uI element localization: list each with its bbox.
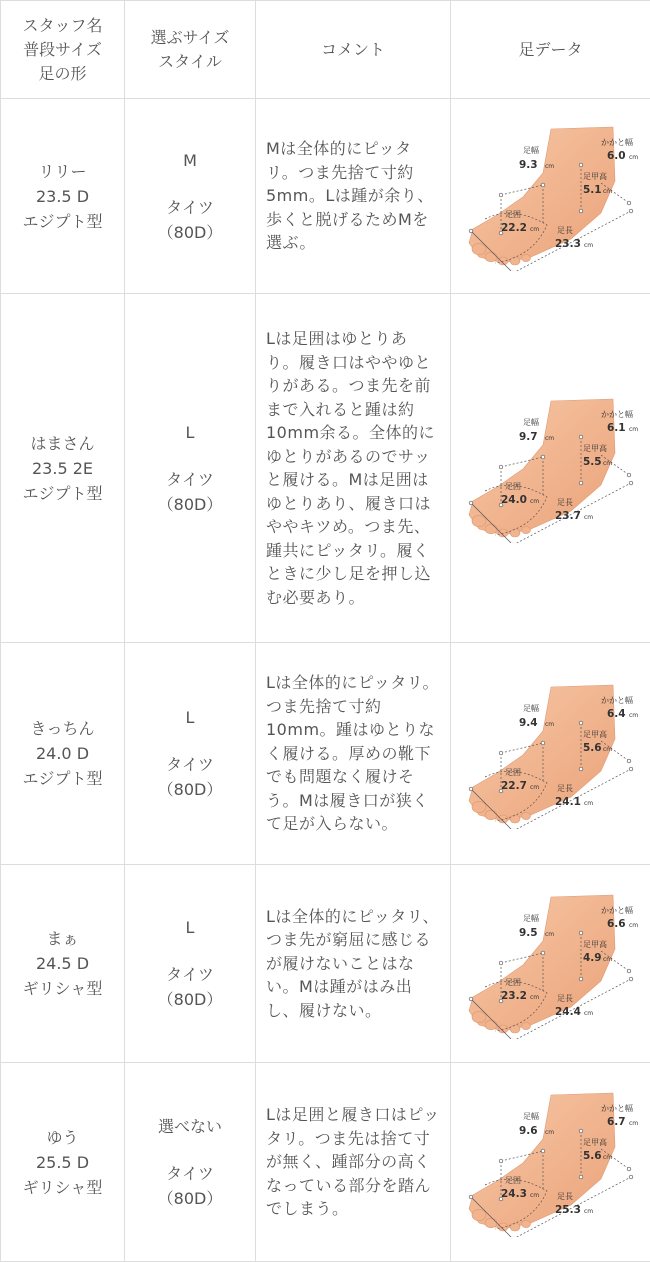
- instep-height-unit: cm: [603, 1154, 613, 1161]
- measure-point: [541, 741, 545, 745]
- length-label: 足長: [557, 993, 573, 1003]
- foot-width-label: 足幅: [523, 1112, 539, 1121]
- size-cell: [125, 99, 256, 294]
- heel-width-unit: cm: [629, 711, 639, 719]
- table-row: [1, 865, 650, 1063]
- table-row: [1, 643, 650, 865]
- toe: [510, 1025, 520, 1033]
- foot-width-label: 足幅: [523, 703, 539, 713]
- chosen-size: 選べない: [157, 1116, 222, 1136]
- header-staff-text: スタッフ名 普段サイズ 足の形: [22, 15, 103, 83]
- chosen-size: L: [185, 708, 195, 727]
- measure-point: [541, 1149, 545, 1153]
- style-label: タイツ: [166, 1163, 214, 1183]
- girth-label: 足囲: [505, 1176, 521, 1185]
- girth-unit: cm: [530, 226, 540, 233]
- usual-size: 23.5 D: [35, 186, 90, 206]
- foot-width-unit: cm: [545, 1129, 555, 1136]
- toe: [510, 815, 520, 823]
- foot-shape: エジプト型: [22, 211, 103, 231]
- toe: [485, 1020, 497, 1030]
- toe: [472, 801, 486, 812]
- girth-value: 22.2: [501, 222, 527, 234]
- heel-width-unit: cm: [629, 921, 639, 929]
- measure-point: [627, 473, 631, 477]
- foot-diagram: [451, 1087, 649, 1237]
- foot-diagram: [451, 393, 649, 543]
- toe: [510, 1223, 520, 1231]
- foot-shape: ギリシャ型: [22, 979, 103, 998]
- comment-cell: Lは全体的にピッタリ。つま先捨て寸約10mm。踵はゆとりなく履ける。厚めの靴下でも問題なく履けそう。Mは履き口が狭くて足が入らない。: [256, 643, 451, 865]
- toe: [522, 1022, 531, 1029]
- instep-height-unit: cm: [603, 955, 613, 963]
- size-cell: [125, 643, 256, 865]
- measure-point: [579, 721, 583, 725]
- comment-cell: Lは足囲と履き口はピッタリ。つま先は捨て寸が無く、踵部分の高くなっている部分を踏んでしまう。: [256, 1063, 451, 1262]
- size-cell: [125, 1063, 256, 1262]
- instep-height-unit: cm: [603, 745, 613, 753]
- measure-point: [499, 1159, 503, 1163]
- measure-point: [579, 1175, 583, 1179]
- style-label: タイツ: [166, 965, 214, 984]
- length-label: 足長: [557, 498, 573, 507]
- staff-name: はまさん: [30, 433, 95, 453]
- measure-point: [629, 767, 633, 771]
- length-value: 23.7: [555, 510, 581, 522]
- usual-size: 23.5 2E: [32, 458, 93, 478]
- girth-label: 足囲: [505, 977, 521, 987]
- foot-shape: エジプト型: [22, 769, 103, 788]
- measure-point: [629, 1175, 633, 1179]
- heel-width-label: かかと幅: [601, 1104, 633, 1113]
- instep-height-value: 5.6: [583, 1150, 602, 1162]
- measure-point: [579, 767, 583, 771]
- denier-label: （80D）: [157, 990, 223, 1009]
- chosen-size: L: [185, 422, 195, 442]
- foot-width-unit: cm: [545, 435, 555, 442]
- girth-unit: cm: [530, 783, 540, 791]
- toe: [522, 812, 531, 819]
- toe: [498, 257, 508, 265]
- measure-point: [627, 201, 631, 205]
- foot-width-label: 足幅: [523, 418, 539, 427]
- toe: [498, 1223, 508, 1231]
- foot-data-cell: [451, 865, 650, 1063]
- length-label: 足長: [557, 1192, 573, 1201]
- measure-point: [469, 787, 473, 791]
- toe: [485, 524, 497, 534]
- heel-width-value: 6.4: [607, 707, 626, 720]
- toe: [522, 526, 531, 533]
- foot-width-unit: cm: [545, 720, 555, 728]
- style-label: タイツ: [166, 197, 214, 217]
- measure-point: [469, 501, 473, 505]
- heel-width-value: 6.0: [607, 150, 626, 162]
- staff-name: リリー: [38, 161, 87, 181]
- heel-width-unit: cm: [629, 154, 639, 161]
- measure-point: [579, 209, 583, 213]
- girth-unit: cm: [530, 993, 540, 1001]
- measure-point: [499, 465, 503, 469]
- girth-value: 23.2: [501, 989, 527, 1002]
- foot-width-value: 9.6: [519, 1125, 538, 1137]
- toe: [485, 810, 497, 820]
- foot-width-label: 足幅: [523, 913, 539, 923]
- length-unit: cm: [584, 1009, 594, 1017]
- chosen-size: L: [185, 918, 195, 937]
- toe: [498, 815, 508, 823]
- heel-width-value: 6.7: [607, 1116, 626, 1128]
- toe: [510, 257, 520, 265]
- toe: [472, 1209, 486, 1220]
- foot-width-label: 足幅: [523, 146, 539, 155]
- foot-data-cell: [451, 643, 650, 865]
- instep-height-label: 足甲高: [583, 729, 607, 739]
- foot-width-value: 9.5: [519, 926, 538, 939]
- measure-point: [541, 183, 545, 187]
- girth-value: 24.0: [501, 494, 527, 506]
- measure-point: [469, 1195, 473, 1199]
- instep-height-unit: cm: [603, 460, 613, 467]
- foot-diagram: [451, 121, 649, 271]
- denier-label: （80D）: [157, 494, 223, 514]
- heel-width-unit: cm: [629, 426, 639, 433]
- length-unit: cm: [584, 799, 594, 807]
- foot-width-unit: cm: [545, 930, 555, 938]
- staff-cell: [1, 643, 125, 865]
- chosen-size: M: [183, 150, 197, 170]
- heel-width-label: かかと幅: [601, 695, 633, 705]
- instep-height-label: 足甲高: [583, 444, 607, 453]
- foot-width-value: 9.3: [519, 159, 538, 171]
- toe: [510, 529, 520, 537]
- girth-unit: cm: [530, 498, 540, 505]
- denier-label: （80D）: [157, 1188, 223, 1208]
- staff-name: まぁ: [46, 929, 79, 948]
- staff-name: ゆう: [46, 1127, 79, 1147]
- style-label: タイツ: [166, 755, 214, 774]
- length-label: 足長: [557, 226, 573, 235]
- staff-name: きっちん: [30, 719, 95, 738]
- length-value: 25.3: [555, 1204, 581, 1216]
- usual-size: 25.5 D: [35, 1152, 90, 1172]
- measure-point: [499, 193, 503, 197]
- instep-height-value: 5.1: [583, 184, 602, 196]
- usual-size: 24.5 D: [35, 954, 90, 973]
- instep-height-value: 4.9: [583, 951, 602, 964]
- header-size: [125, 1, 256, 99]
- length-value: 24.1: [555, 795, 581, 808]
- foot-diagram: [451, 889, 649, 1039]
- measure-point: [579, 1129, 583, 1133]
- toe: [498, 529, 508, 537]
- measure-point: [499, 751, 503, 755]
- header-foot: 足データ: [451, 1, 650, 99]
- toe: [522, 254, 531, 261]
- staff-cell: [1, 1063, 125, 1262]
- style-label: タイツ: [166, 469, 214, 489]
- usual-size: 24.0 D: [35, 744, 90, 763]
- measure-point: [469, 229, 473, 233]
- table-row: [1, 99, 650, 294]
- header-size-text: 選ぶサイズ スタイル: [150, 27, 230, 71]
- size-cell: [125, 294, 256, 643]
- girth-value: 24.3: [501, 1188, 527, 1200]
- measure-point: [629, 209, 633, 213]
- measure-point: [627, 1167, 631, 1171]
- girth-unit: cm: [530, 1192, 540, 1199]
- comment-cell: Mは全体的にピッタリ。つま先捨て寸約5mm。Lは踵が余り、歩くと脱げるためMを選ぶ。: [256, 99, 451, 294]
- foot-shape: エジプト型: [22, 483, 103, 503]
- instep-height-unit: cm: [603, 188, 613, 195]
- length-label: 足長: [557, 783, 573, 793]
- length-unit: cm: [584, 514, 594, 521]
- measure-point: [627, 969, 631, 973]
- heel-width-value: 6.6: [607, 917, 626, 930]
- length-unit: cm: [584, 242, 594, 249]
- toe: [485, 252, 497, 262]
- foot-width-value: 9.4: [519, 716, 538, 729]
- measure-point: [499, 961, 503, 965]
- instep-height-value: 5.5: [583, 456, 602, 468]
- staff-cell: [1, 294, 125, 643]
- toe: [485, 1218, 497, 1228]
- heel-width-label: かかと幅: [601, 410, 633, 419]
- measure-point: [627, 759, 631, 763]
- heel-width-label: かかと幅: [601, 905, 633, 915]
- toe: [498, 1025, 508, 1033]
- measure-point: [579, 931, 583, 935]
- table-row: [1, 294, 650, 643]
- measure-point: [629, 481, 633, 485]
- comment-cell: Lは足囲はゆとりあり。履き口はややゆとりがある。つま先を前まで入れると踵は約10mm余る。全体的にゆとりがあるのでサッと履ける。Mは足囲はゆとりあり、履き口はややキツめ。つま先、踵共にピッタリ。履くときに少し足を押し込む必要あり。: [256, 294, 451, 643]
- staff-cell: [1, 865, 125, 1063]
- foot-width-value: 9.7: [519, 431, 538, 443]
- header-staff: [1, 1, 125, 99]
- heel-width-label: かかと幅: [601, 138, 633, 147]
- foot-diagram: [451, 679, 649, 829]
- measure-point: [579, 977, 583, 981]
- toe: [522, 1220, 531, 1227]
- toe: [472, 515, 486, 526]
- girth-label: 足囲: [505, 482, 521, 491]
- length-value: 24.4: [555, 1005, 581, 1018]
- measure-point: [579, 163, 583, 167]
- comment-cell: Lは全体的にピッタリ、つま先が窮屈に感じるが履けないことはない。Mは踵がはみ出し、履けない。: [256, 865, 451, 1063]
- measure-point: [629, 977, 633, 981]
- foot-shape: ギリシャ型: [22, 1177, 103, 1197]
- instep-height-value: 5.6: [583, 741, 602, 754]
- girth-value: 22.7: [501, 779, 527, 792]
- measure-point: [579, 435, 583, 439]
- foot-data-cell: [451, 1063, 650, 1262]
- heel-width-unit: cm: [629, 1120, 639, 1127]
- header-row: [1, 1, 650, 99]
- heel-width-value: 6.1: [607, 422, 626, 434]
- measure-point: [541, 951, 545, 955]
- instep-height-label: 足甲高: [583, 939, 607, 949]
- measure-point: [541, 455, 545, 459]
- length-unit: cm: [584, 1208, 594, 1215]
- staff-cell: [1, 99, 125, 294]
- toe: [472, 1011, 486, 1022]
- instep-height-label: 足甲高: [583, 172, 607, 181]
- foot-data-cell: [451, 294, 650, 643]
- length-value: 23.3: [555, 238, 581, 250]
- header-comment: コメント: [256, 1, 451, 99]
- girth-label: 足囲: [505, 767, 521, 777]
- denier-label: （80D）: [157, 780, 223, 799]
- instep-height-label: 足甲高: [583, 1138, 607, 1147]
- denier-label: （80D）: [157, 222, 223, 242]
- table-row: [1, 1063, 650, 1262]
- measure-point: [469, 997, 473, 1001]
- girth-label: 足囲: [505, 210, 521, 219]
- foot-data-cell: [451, 99, 650, 294]
- measure-point: [579, 481, 583, 485]
- foot-width-unit: cm: [545, 163, 555, 170]
- size-cell: [125, 865, 256, 1063]
- toe: [472, 243, 486, 254]
